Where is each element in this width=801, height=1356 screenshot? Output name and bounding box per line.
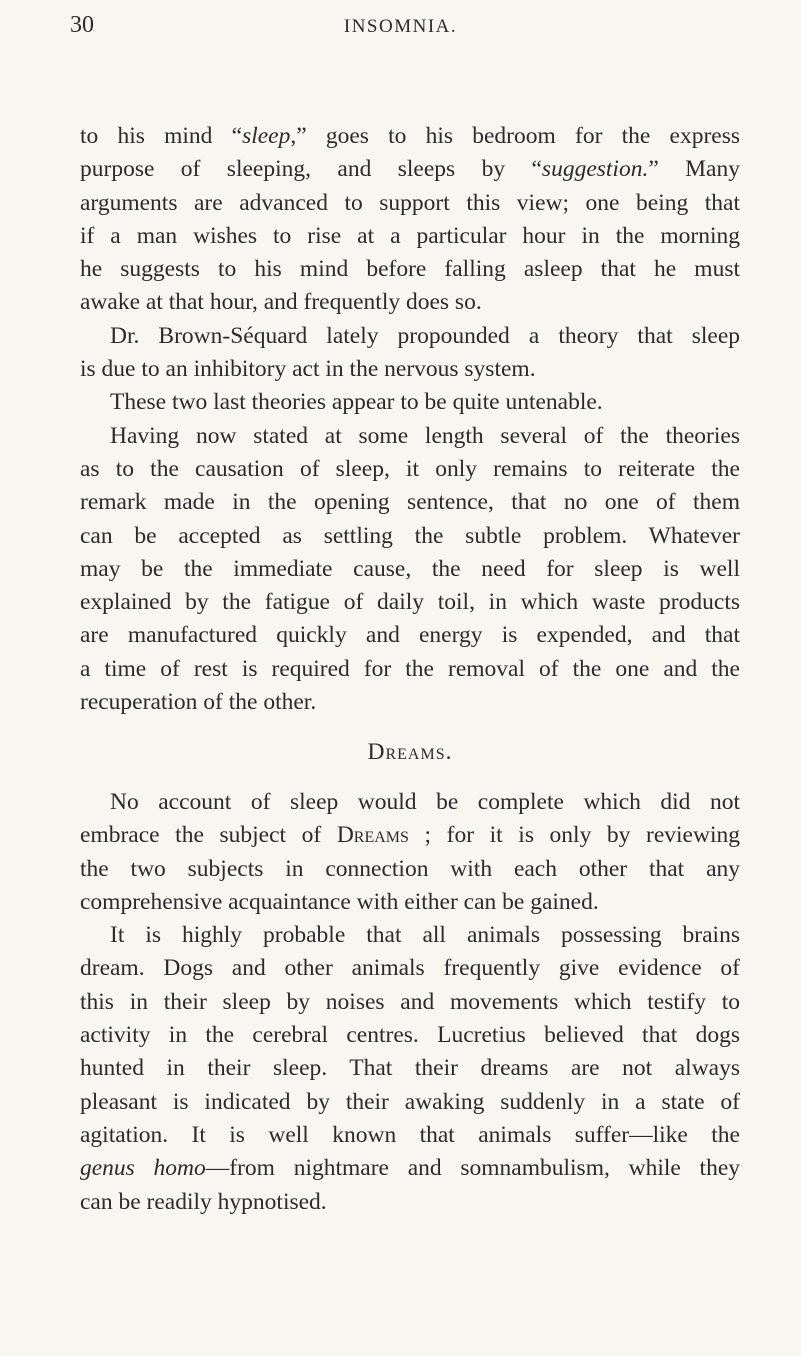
- text-line: [80, 120, 740, 153]
- text-span: pleasant is indicated by their awaking suddenly in a state of: [80, 1088, 740, 1115]
- text-line: [80, 986, 740, 1019]
- text-span: These two last theories appear to be quite untenable.: [110, 389, 603, 416]
- text-line: [80, 1086, 740, 1119]
- text-line: [80, 253, 740, 286]
- text-span: if a man wishes to rise at a particular hour in the morning: [80, 222, 740, 249]
- text-line: [80, 686, 740, 719]
- text-line: [80, 1052, 740, 1085]
- text-line: [80, 320, 740, 353]
- text-span: activity in the cerebral centres. Lucretius believed that dogs: [80, 1022, 740, 1049]
- text-span: can be accepted as settling the subtle problem. Whatever: [80, 522, 740, 549]
- page-number: 30: [70, 12, 94, 38]
- text-line: [80, 886, 740, 919]
- text-span: a time of rest is required for the removal of the one and the: [80, 655, 740, 682]
- text-line: [80, 1152, 740, 1185]
- text-span: comprehensive acquaintance with either can be gained.: [80, 888, 599, 915]
- text-span: hunted in their sleep. That their dreams are not always: [80, 1055, 740, 1082]
- text-span: embrace the subject of: [80, 822, 337, 849]
- section-heading: [80, 719, 740, 786]
- body-text: [80, 120, 740, 1219]
- text-line: [80, 153, 740, 186]
- text-span: No account of sleep would be complete which did not: [110, 788, 740, 815]
- text-span: awake at that hour, and frequently does so.: [80, 289, 482, 316]
- text-span: the two subjects in connection with each other that any: [80, 855, 740, 882]
- small-caps-text: Dreams: [336, 822, 409, 849]
- italic-text: sleep: [242, 123, 291, 149]
- text-line: [80, 420, 740, 453]
- text-span: remark made in the opening sentence, that no one of them: [80, 489, 740, 516]
- text-span: recuperation of the other.: [80, 689, 317, 716]
- text-span: arguments are advanced to support this view; one being that: [80, 189, 740, 216]
- text-span: ,” goes to his bedroom for the express: [290, 123, 740, 149]
- text-line: [80, 520, 740, 553]
- text-line: [80, 453, 740, 486]
- text-span: ” Many: [648, 156, 740, 183]
- page-header: [0, 12, 801, 42]
- italic-text: suggestion.: [541, 156, 649, 183]
- text-span: may be the immediate cause, the need for sleep is well: [80, 555, 740, 582]
- text-line: [80, 853, 740, 886]
- text-line: [80, 952, 740, 985]
- text-line: [80, 919, 740, 952]
- text-line: [80, 1019, 740, 1052]
- text-line: [80, 553, 740, 586]
- text-span: he suggests to his mind before falling asleep that he must: [80, 256, 740, 283]
- text-span: agitation. It is well known that animals suffer—like the: [80, 1121, 740, 1148]
- text-line: [80, 619, 740, 652]
- text-span: ; for it is only by reviewing: [408, 822, 740, 849]
- text-span: explained by the fatigue of daily toil, in which waste products: [80, 589, 740, 616]
- text-line: [80, 819, 740, 852]
- text-span: It is highly probable that all animals possessing brains: [110, 922, 740, 949]
- text-span: dream. Dogs and other animals frequently give evidence of: [80, 955, 740, 982]
- text-span: Having now stated at some length several of the theories: [110, 422, 740, 449]
- text-line: [80, 286, 740, 319]
- text-line: [80, 486, 740, 519]
- text-span: Dr. Brown-Séquard lately propounded a theory that sleep: [110, 322, 740, 349]
- text-span: to his mind “: [80, 123, 243, 149]
- text-span: is due to an inhibitory act in the nervous system.: [80, 356, 536, 383]
- text-span: —from nightmare and somnambulism, while they: [205, 1155, 740, 1182]
- text-span: as to the causation of sleep, it only remains to reiterate the: [80, 455, 740, 482]
- text-span: can be readily hypnotised.: [80, 1188, 327, 1215]
- running-head: INSOMNIA.: [343, 16, 458, 37]
- text-span: purpose of sleeping, and sleeps by “: [80, 156, 542, 183]
- text-line: [80, 353, 740, 386]
- text-line: [80, 586, 740, 619]
- text-line: [80, 653, 740, 686]
- text-line: [80, 187, 740, 220]
- text-line: [80, 1119, 740, 1152]
- text-line: [80, 386, 740, 419]
- text-line: [80, 786, 740, 819]
- text-span: Dreams.: [367, 739, 453, 766]
- text-span: are manufactured quickly and energy is expended, and that: [80, 622, 740, 649]
- text-line: [80, 1186, 740, 1219]
- italic-text: genus homo: [80, 1155, 206, 1182]
- text-span: this in their sleep by noises and movements which testify to: [80, 988, 740, 1015]
- text-line: [80, 220, 740, 253]
